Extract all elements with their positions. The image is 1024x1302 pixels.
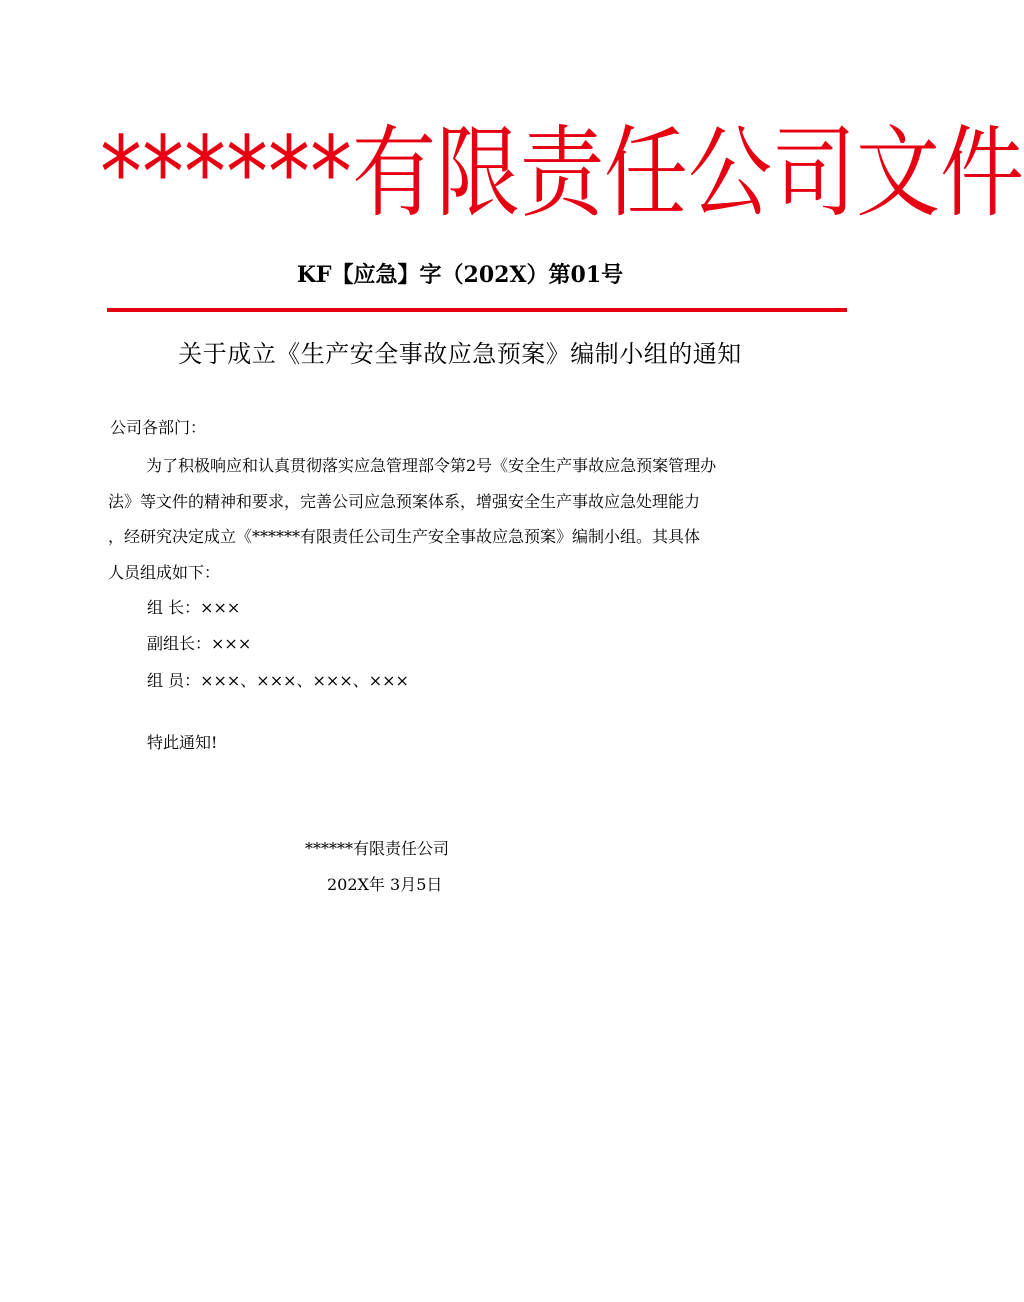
member-deputy-leader: 副组长：××× (147, 634, 252, 653)
member-leader: 组 长：××× (147, 598, 241, 617)
paragraph-line: ，经研究决定成立《******有限责任公司生产安全事故应急预案》编制小组。其具体 (108, 527, 701, 546)
salutation: 公司各部门： (110, 418, 207, 437)
notice-paragraph (108, 448, 808, 590)
paragraph-line: 法》等文件的精神和要求，完善公司应急预案体系，增强安全生产事故应急处理能力 (108, 491, 701, 511)
notice-title: 关于成立《生产安全事故应急预案》编制小组的通知 (178, 340, 742, 368)
issuer-signature: ******有限责任公司 (305, 839, 450, 858)
issue-date: 202X年 3月5日 (327, 875, 443, 894)
paragraph-line: 为了积极响应和认真贯彻落实应急管理部令第2号《安全生产事故应急预案管理办 (146, 456, 717, 475)
paragraph-line: 人员组成如下： (108, 562, 221, 582)
closing-line: 特此通知! (147, 733, 218, 752)
member-team: 组 员：×××、×××、×××、××× (147, 671, 409, 690)
red-masthead-title: ******有限责任公司文件 (100, 115, 1024, 231)
document-number: KF【应急】字（202X）第01号 (296, 262, 624, 288)
red-divider-line (107, 308, 847, 312)
